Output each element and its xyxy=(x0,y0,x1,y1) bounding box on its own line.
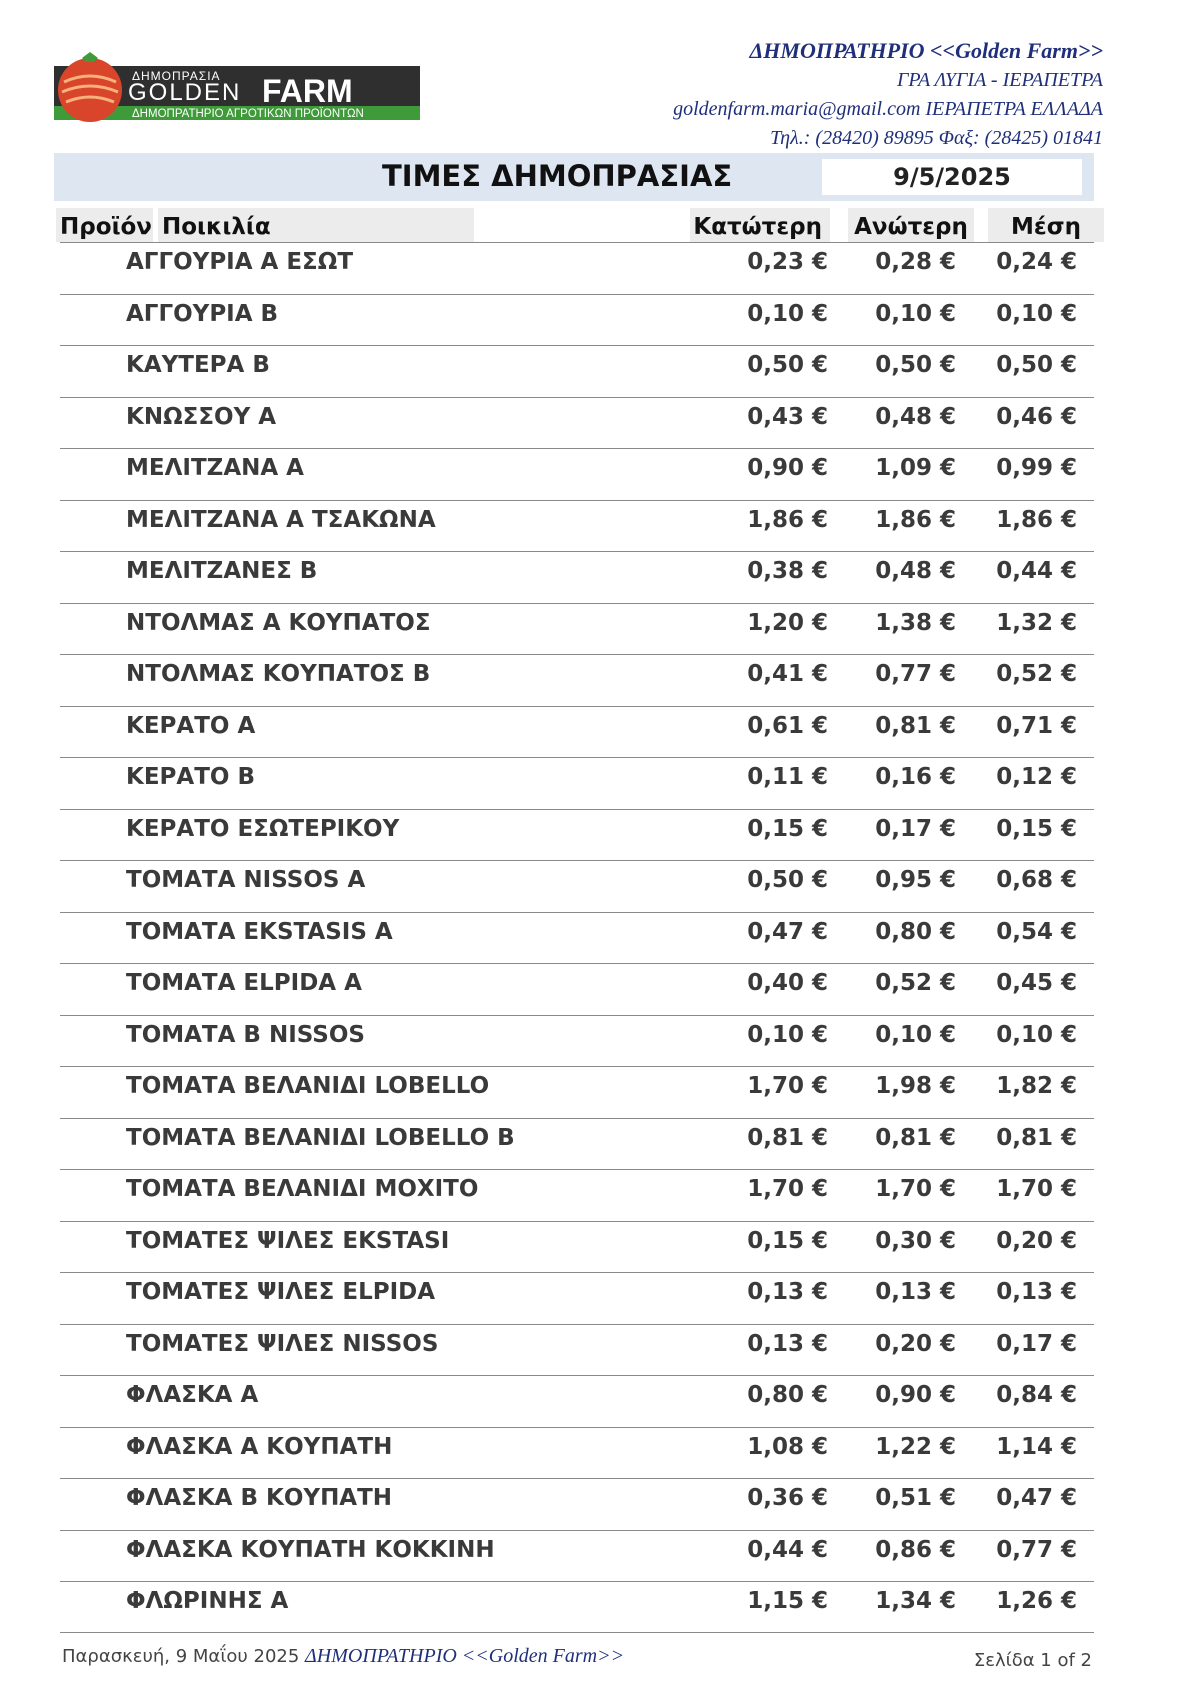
row-avg-price: 0,84 € xyxy=(996,1382,1077,1408)
row-low-price: 1,08 € xyxy=(747,1433,828,1460)
row-variety-name: ΦΛΑΣΚΑ Α xyxy=(126,1382,259,1408)
row-variety-name: ΤΟΜΑΤΑ ΒΕΛΑΝΙΔΙ LOBELLO xyxy=(126,1073,490,1099)
page-title: ΤΙΜΕΣ ΔΗΜΟΠΡΑΣΙΑΣ xyxy=(382,159,733,193)
row-variety-name: ΦΛΑΣΚΑ ΚΟΥΠΑΤΗ ΚΟΚΚΙΝΗ xyxy=(126,1536,495,1563)
tomato-icon xyxy=(58,52,122,122)
table-row xyxy=(60,551,1094,603)
row-high-price: 1,86 € xyxy=(875,506,956,533)
contact-address: ΓΡΑ ΛΥΓΙΑ - ΙΕΡΑΠΕΤΡΑ xyxy=(896,69,1103,91)
row-avg-price: 0,10 € xyxy=(996,300,1077,327)
contact-email: goldenfarm.maria@gmail.com ΙΕΡΑΠΕΤΡΑ ΕΛΛΑΔΑ xyxy=(673,98,1103,120)
contact-phone: Τηλ.: (28420) 89895 Φαξ: (28425) 01841 xyxy=(770,127,1103,149)
contact-block xyxy=(673,36,1103,153)
row-high-price: 0,80 € xyxy=(875,918,956,945)
table-row xyxy=(60,1478,1094,1530)
row-variety-name: ΝΤΟΛΜΑΣ ΚΟΥΠΑΤΟΣ Β xyxy=(126,661,431,687)
table-row xyxy=(60,1118,1094,1170)
table-row xyxy=(60,1427,1094,1479)
row-low-price: 0,50 € xyxy=(747,352,828,378)
row-low-price: 0,47 € xyxy=(747,918,828,945)
row-low-price: 0,40 € xyxy=(747,970,828,996)
row-high-price: 0,77 € xyxy=(875,661,956,687)
row-variety-name: ΤΟΜΑΤΑ EKSTASIS A xyxy=(126,918,393,945)
table-row xyxy=(60,1324,1094,1376)
row-avg-price: 0,50 € xyxy=(996,352,1077,378)
row-high-price: 0,16 € xyxy=(875,764,956,790)
row-avg-price: 1,86 € xyxy=(996,506,1077,533)
row-high-price: 1,22 € xyxy=(875,1433,956,1460)
row-variety-name: ΜΕΛΙΤΖΑΝΑ Α ΤΣΑΚΩΝΑ xyxy=(126,506,436,533)
row-low-price: 0,10 € xyxy=(747,300,828,327)
row-variety-name: ΦΛΑΣΚΑ Α ΚΟΥΠΑΤΗ xyxy=(126,1433,393,1460)
row-avg-price: 1,70 € xyxy=(996,1176,1077,1202)
row-variety-name: ΤΟΜΑΤΑ NISSOS A xyxy=(126,867,366,893)
table-row xyxy=(60,345,1094,397)
row-avg-price: 0,24 € xyxy=(996,249,1077,275)
row-low-price: 0,44 € xyxy=(747,1536,828,1563)
row-high-price: 0,95 € xyxy=(875,867,956,893)
footer-org: ΔΗΜΟΠΡΑΤΗΡΙΟ <<Golden Farm>> xyxy=(305,1645,625,1667)
row-high-price: 1,38 € xyxy=(875,609,956,636)
table-row xyxy=(60,912,1094,964)
row-low-price: 1,86 € xyxy=(747,506,828,533)
row-low-price: 0,90 € xyxy=(747,455,828,481)
row-low-price: 0,13 € xyxy=(747,1330,828,1357)
table-row xyxy=(60,860,1094,912)
table-row xyxy=(60,809,1094,861)
row-low-price: 0,38 € xyxy=(747,558,828,584)
row-high-price: 0,52 € xyxy=(875,970,956,996)
row-avg-price: 0,52 € xyxy=(996,661,1077,687)
table-row xyxy=(60,1272,1094,1324)
row-avg-price: 0,46 € xyxy=(996,403,1077,430)
row-high-price: 0,51 € xyxy=(875,1485,956,1511)
row-variety-name: ΤΟΜΑΤΑ ΒΕΛΑΝΙΔΙ LOBELLO B xyxy=(126,1124,515,1151)
table-row xyxy=(60,500,1094,552)
row-avg-price: 0,71 € xyxy=(996,712,1077,739)
column-header-low: Κατώτερη xyxy=(690,208,830,242)
table-row xyxy=(60,757,1094,809)
auction-date: 9/5/2025 xyxy=(822,159,1082,195)
row-variety-name: ΤΟΜΑΤΑ ELPIDA A xyxy=(126,970,362,996)
row-avg-price: 0,10 € xyxy=(996,1021,1077,1048)
table-row xyxy=(60,1066,1094,1118)
row-variety-name: ΚΕΡΑΤΟ Α xyxy=(126,712,256,739)
row-low-price: 0,81 € xyxy=(747,1124,828,1151)
row-high-price: 0,17 € xyxy=(875,815,956,842)
logo-tagline: ΔΗΜΟΠΡΑΤΗΡΙΟ ΑΓΡΟΤΙΚΩΝ ΠΡΟΪΟΝΤΩΝ xyxy=(132,108,364,120)
contact-org: ΔΗΜΟΠΡΑΤΗΡΙΟ <<Golden Farm>> xyxy=(749,38,1103,63)
row-variety-name: ΤΟΜΑΤΑ Β NISSOS xyxy=(126,1021,365,1048)
row-high-price: 0,48 € xyxy=(875,558,956,584)
row-avg-price: 0,44 € xyxy=(996,558,1077,584)
column-header-avg: Μέση xyxy=(988,208,1104,242)
row-avg-price: 1,82 € xyxy=(996,1073,1077,1099)
row-avg-price: 0,54 € xyxy=(996,918,1077,945)
row-high-price: 1,34 € xyxy=(875,1588,956,1614)
row-variety-name: ΦΛΩΡΙΝΗΣ Α xyxy=(126,1588,289,1614)
row-avg-price: 1,32 € xyxy=(996,609,1077,636)
row-high-price: 0,81 € xyxy=(875,1124,956,1151)
row-variety-name: ΑΓΓΟΥΡΙΑ Β xyxy=(126,300,279,327)
row-high-price: 1,09 € xyxy=(875,455,956,481)
row-avg-price: 0,15 € xyxy=(996,815,1077,842)
footer-date-text: Παρασκευή, 9 Μαΐου 2025 xyxy=(62,1646,306,1667)
row-variety-name: ΤΟΜΑΤΕΣ ΨΙΛΕΣ NISSOS xyxy=(126,1330,439,1357)
row-low-price: 1,70 € xyxy=(747,1176,828,1202)
row-variety-name: ΚΕΡΑΤΟ ΕΣΩΤΕΡΙΚΟΥ xyxy=(126,815,400,842)
table-row xyxy=(60,1015,1094,1067)
row-low-price: 0,36 € xyxy=(747,1485,828,1511)
row-high-price: 1,70 € xyxy=(875,1176,956,1202)
row-high-price: 0,81 € xyxy=(875,712,956,739)
row-avg-price: 0,17 € xyxy=(996,1330,1077,1357)
row-low-price: 0,50 € xyxy=(747,867,828,893)
table-row xyxy=(60,1581,1094,1633)
row-variety-name: ΚΕΡΑΤΟ Β xyxy=(126,764,255,790)
row-variety-name: ΦΛΑΣΚΑ Β ΚΟΥΠΑΤΗ xyxy=(126,1485,393,1511)
table-row xyxy=(60,1169,1094,1221)
row-low-price: 0,13 € xyxy=(747,1279,828,1305)
row-variety-name: ΚΝΩΣΣΟΥ Α xyxy=(126,403,277,430)
row-low-price: 0,10 € xyxy=(747,1021,828,1048)
row-low-price: 0,15 € xyxy=(747,815,828,842)
row-high-price: 0,13 € xyxy=(875,1279,956,1305)
column-header-high: Ανώτερη xyxy=(848,208,974,242)
row-high-price: 0,48 € xyxy=(875,403,956,430)
column-header-variety: Ποικιλία xyxy=(158,208,474,242)
row-low-price: 0,15 € xyxy=(747,1227,828,1254)
table-row xyxy=(60,706,1094,758)
row-variety-name: ΚΑΥΤΕΡΑ Β xyxy=(126,352,270,378)
row-high-price: 0,30 € xyxy=(875,1227,956,1254)
table-row xyxy=(60,603,1094,655)
footer-date xyxy=(62,1645,624,1668)
table-row xyxy=(60,654,1094,706)
row-avg-price: 0,13 € xyxy=(996,1279,1077,1305)
table-row xyxy=(60,448,1094,500)
row-avg-price: 1,14 € xyxy=(996,1433,1077,1460)
table-row xyxy=(60,963,1094,1015)
table-row xyxy=(60,1530,1094,1582)
row-high-price: 0,90 € xyxy=(875,1382,956,1408)
logo-brand-right: FARM xyxy=(262,73,353,109)
golden-farm-logo xyxy=(54,52,420,130)
logo-brand-left: GOLDEN xyxy=(128,79,242,106)
row-avg-price: 0,45 € xyxy=(996,970,1077,996)
row-variety-name: ΝΤΟΛΜΑΣ Α ΚΟΥΠΑΤΟΣ xyxy=(126,609,431,636)
row-low-price: 0,23 € xyxy=(747,249,828,275)
logo-top-text: ΔΗΜΟΠΡΑΣΙΑ xyxy=(132,69,221,83)
row-avg-price: 0,20 € xyxy=(996,1227,1077,1254)
row-variety-name: ΤΟΜΑΤΕΣ ΨΙΛΕΣ ELPIDA xyxy=(126,1279,436,1305)
row-variety-name: ΤΟΜΑΤΕΣ ΨΙΛΕΣ EKSTASI xyxy=(126,1227,450,1254)
row-high-price: 0,10 € xyxy=(875,300,956,327)
price-table xyxy=(60,242,1094,1633)
row-low-price: 0,43 € xyxy=(747,403,828,430)
row-avg-price: 0,12 € xyxy=(996,764,1077,790)
row-variety-name: ΤΟΜΑΤΑ ΒΕΛΑΝΙΔΙ ΜΟΧΙΤΟ xyxy=(126,1176,479,1202)
table-row xyxy=(60,294,1094,346)
row-variety-name: ΜΕΛΙΤΖΑΝΑ Α xyxy=(126,455,304,481)
row-avg-price: 0,68 € xyxy=(996,867,1077,893)
table-row xyxy=(60,1221,1094,1273)
table-row xyxy=(60,1375,1094,1427)
row-low-price: 0,11 € xyxy=(747,764,828,790)
row-low-price: 0,61 € xyxy=(747,712,828,739)
row-variety-name: ΑΓΓΟΥΡΙΑ Α ΕΣΩΤ xyxy=(126,249,354,275)
table-row xyxy=(60,242,1094,294)
row-low-price: 1,15 € xyxy=(747,1588,828,1614)
row-low-price: 1,70 € xyxy=(747,1073,828,1099)
row-high-price: 0,10 € xyxy=(875,1021,956,1048)
row-high-price: 0,28 € xyxy=(875,249,956,275)
row-low-price: 0,41 € xyxy=(747,661,828,687)
row-high-price: 0,50 € xyxy=(875,352,956,378)
row-variety-name: ΜΕΛΙΤΖΑΝΕΣ Β xyxy=(126,558,318,584)
row-avg-price: 0,47 € xyxy=(996,1485,1077,1511)
row-low-price: 0,80 € xyxy=(747,1382,828,1408)
row-avg-price: 0,99 € xyxy=(996,455,1077,481)
column-header-product: Προϊόν xyxy=(56,208,153,242)
row-low-price: 1,20 € xyxy=(747,609,828,636)
row-avg-price: 0,77 € xyxy=(996,1536,1077,1563)
row-high-price: 0,86 € xyxy=(875,1536,956,1563)
row-avg-price: 1,26 € xyxy=(996,1588,1077,1614)
page-number: Σελίδα 1 of 2 xyxy=(973,1650,1092,1671)
row-high-price: 0,20 € xyxy=(875,1330,956,1357)
table-row xyxy=(60,397,1094,449)
row-avg-price: 0,81 € xyxy=(996,1124,1077,1151)
row-high-price: 1,98 € xyxy=(875,1073,956,1099)
